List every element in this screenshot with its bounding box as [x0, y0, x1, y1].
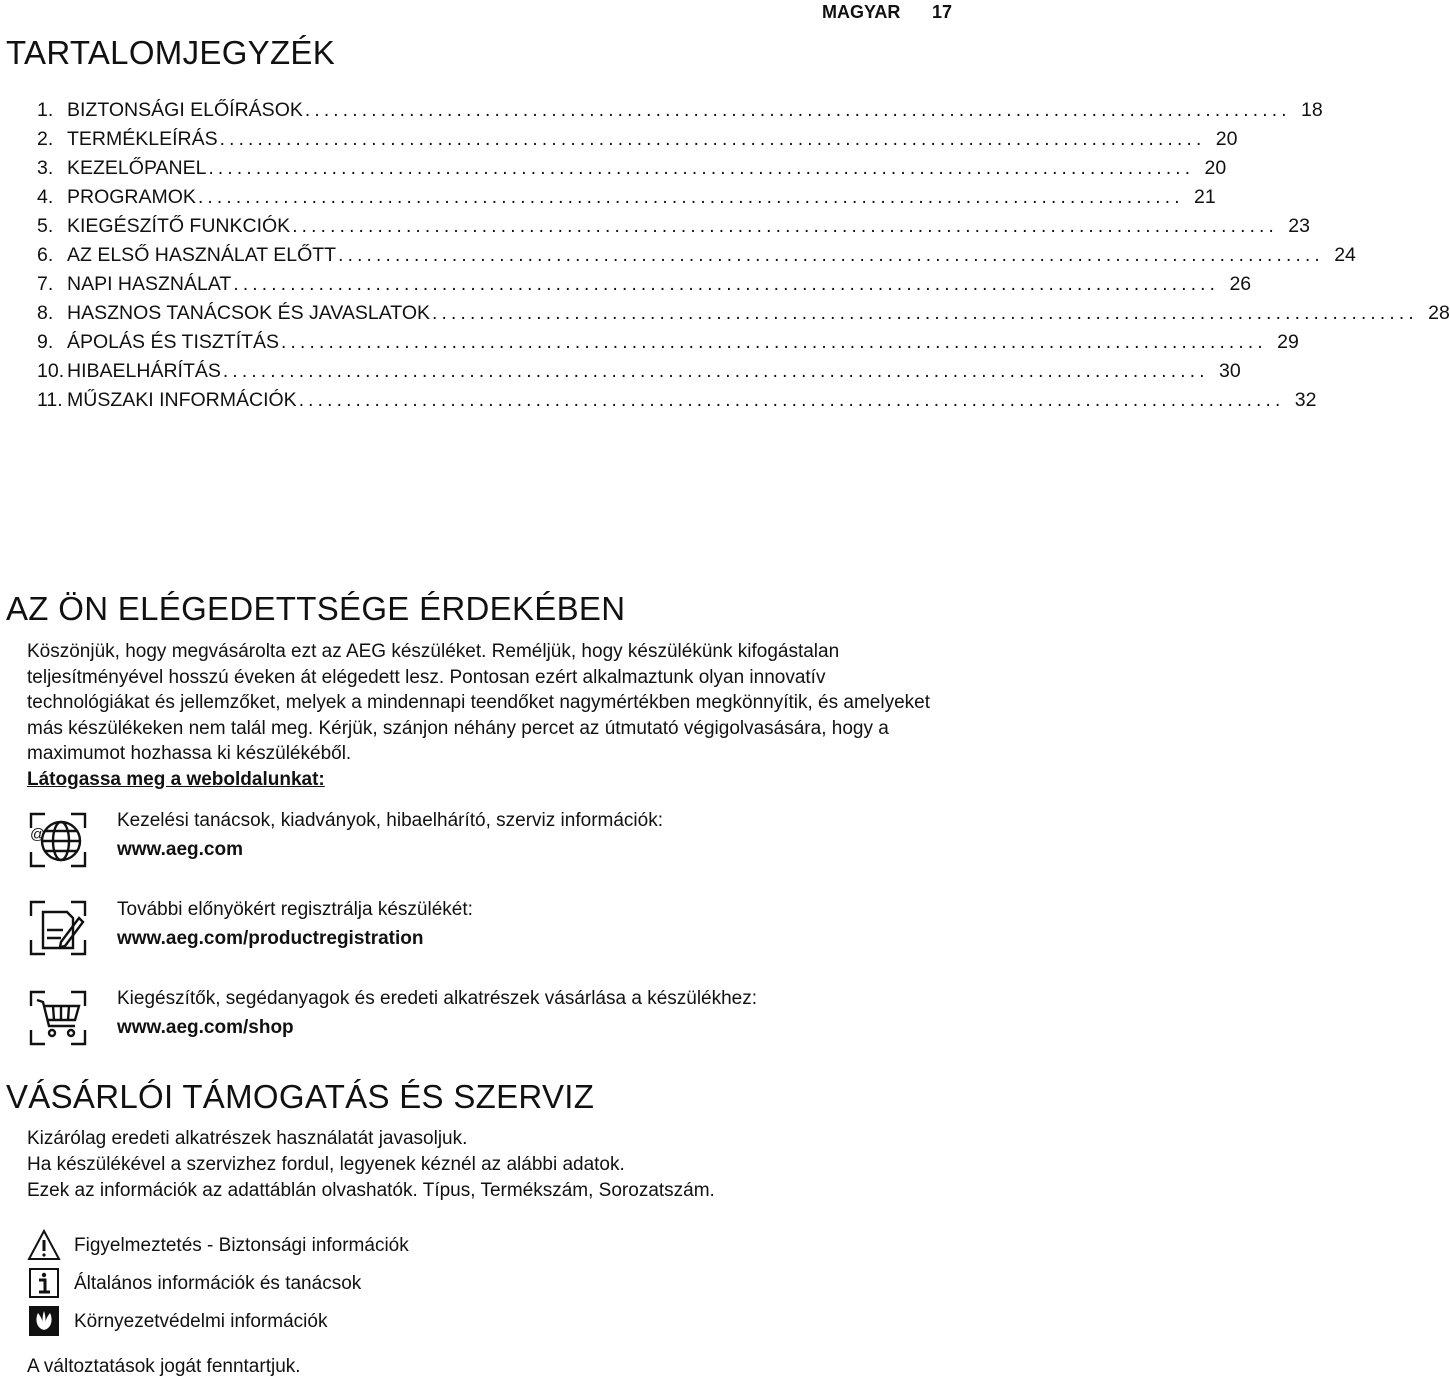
toc-page: 20	[1215, 128, 1238, 150]
toc-title: TARTALOMJEGYZÉK	[6, 34, 336, 71]
toc-entry-10[interactable]	[37, 357, 1241, 386]
toc-leader: ........................................................................................................	[233, 274, 1220, 295]
link-support-url[interactable]: www.aeg.com	[117, 839, 243, 860]
link-registration-text: További előnyökért regisztrálja készülékét:	[117, 899, 473, 920]
toc-number: 10.	[37, 360, 65, 382]
toc-entry-3[interactable]	[37, 154, 1227, 183]
satisfaction-body: Köszönjük, hogy megvásárolta ezt az AEG készüléket. Reméljük, hogy készülékünk kifogástalan teljesítményével hosszú éveken át elégedett lesz. Pontosan ezért alkalmaztunk olyan innovatív technológiákat és jellemzőket, melyek a mindennapi teendőket nagymértékben megkönnyítik, és amelyeket más készülékeken nem talál meg. Kérjük, szánjon néhány percet az útmutató végigolvasására, hogy a maximumot hozhassa ki készülékéből.	[27, 641, 931, 764]
toc-number: 8.	[37, 302, 54, 324]
link-shop	[117, 984, 937, 1042]
toc-page: 21	[1194, 186, 1216, 208]
toc-entry-9[interactable]	[37, 328, 1299, 357]
globe-at-icon	[27, 810, 89, 870]
legend-info-text: Általános információk és tanácsok	[74, 1273, 362, 1294]
service-line: Ezek az információk az adattáblán olvashatók. Típus, Termékszám, Sorozatszám.	[27, 1180, 715, 1201]
toc-number: 4.	[37, 186, 54, 208]
toc-number: 11.	[37, 389, 63, 411]
satisfaction-title: AZ ÖN ELÉGEDETTSÉGE ÉRDEKÉBEN	[6, 590, 626, 627]
legend-warning-text: Figyelmeztetés - Biztonsági információk	[74, 1235, 409, 1256]
service-line: Kizárólag eredeti alkatrészek használatát javasoljuk.	[27, 1128, 468, 1149]
toc-label: NAPI HASZNÁLAT	[67, 273, 232, 295]
toc-number: 1.	[37, 99, 54, 121]
toc-page: 28	[1428, 302, 1450, 324]
toc-label: KEZELŐPANEL	[67, 157, 207, 179]
toc-leader: ........................................................................................................	[338, 245, 1324, 266]
info-icon	[27, 1266, 61, 1300]
toc-leader: ........................................................................................................	[219, 129, 1206, 150]
toc-label: HIBAELHÁRÍTÁS	[67, 360, 221, 382]
link-shop-url[interactable]: www.aeg.com/shop	[117, 1017, 294, 1038]
link-support	[117, 806, 937, 864]
toc-label: HASZNOS TANÁCSOK ÉS JAVASLATOK	[67, 302, 431, 324]
toc-page: 24	[1334, 244, 1356, 266]
toc-leader: ........................................................................................................	[292, 216, 1278, 237]
toc-number: 5.	[37, 215, 54, 237]
service-title: VÁSÁRLÓI TÁMOGATÁS ÉS SZERVIZ	[6, 1078, 595, 1115]
toc-page: 30	[1218, 360, 1241, 382]
toc-page: 26	[1229, 273, 1252, 295]
toc-leader: ........................................................................................................	[197, 187, 1184, 208]
toc-label: TERMÉKLEÍRÁS	[67, 128, 218, 150]
toc-leader: ........................................................................................................	[208, 158, 1195, 179]
toc-leader: ........................................................................................................	[281, 332, 1267, 353]
toc-leader: ........................................................................................................	[432, 303, 1418, 324]
warning-icon	[27, 1228, 61, 1262]
toc-entry-8[interactable]	[37, 299, 1450, 328]
toc-label: PROGRAMOK	[67, 186, 196, 208]
toc-number: 7.	[37, 273, 54, 295]
page-number: 17	[932, 2, 953, 22]
link-registration-url[interactable]: www.aeg.com/productregistration	[117, 928, 424, 949]
table-of-contents	[37, 96, 1450, 415]
toc-label: AZ ELSŐ HASZNÁLAT ELŐTT	[67, 244, 337, 266]
legend-environment-text: Környezetvédelmi információk	[74, 1311, 328, 1332]
header-language: MAGYAR	[822, 2, 901, 22]
shopping-cart-icon	[27, 988, 89, 1048]
note-pen-icon	[27, 898, 89, 958]
environment-icon	[27, 1304, 61, 1338]
visit-website-title: Látogassa meg a weboldalunkat:	[27, 769, 325, 790]
svg-text:@: @	[30, 826, 46, 843]
toc-entry-2[interactable]	[37, 125, 1238, 154]
toc-label: BIZTONSÁGI ELŐÍRÁSOK	[67, 99, 303, 121]
toc-entry-4[interactable]	[37, 183, 1216, 212]
toc-leader: ........................................................................................................	[304, 100, 1291, 121]
service-body	[27, 1126, 927, 1204]
link-support-text: Kezelési tanácsok, kiadványok, hibaelhárító, szerviz információk:	[117, 810, 663, 831]
footer-note: A változtatások jogát fenntartjuk.	[27, 1356, 301, 1377]
toc-label: ÁPOLÁS ÉS TISZTÍTÁS	[67, 331, 280, 353]
toc-page: 29	[1277, 331, 1299, 353]
toc-label: KIEGÉSZÍTŐ FUNKCIÓK	[67, 215, 291, 237]
link-shop-text: Kiegészítők, segédanyagok és eredeti alkatrészek vásárlása a készülékhez:	[117, 988, 758, 1009]
toc-label: MŰSZAKI INFORMÁCIÓK	[67, 389, 297, 411]
toc-page: 20	[1204, 157, 1227, 179]
toc-entry-1[interactable]	[37, 96, 1323, 125]
toc-page: 23	[1288, 215, 1310, 237]
toc-entry-7[interactable]	[37, 270, 1252, 299]
toc-entry-6[interactable]	[37, 241, 1356, 270]
toc-number: 3.	[37, 157, 54, 179]
toc-number: 2.	[37, 128, 54, 150]
toc-page: 18	[1300, 99, 1323, 121]
toc-entry-5[interactable]	[37, 212, 1310, 241]
toc-number: 6.	[37, 244, 54, 266]
toc-leader: ........................................................................................................	[222, 361, 1209, 382]
toc-number: 9.	[37, 331, 54, 353]
toc-page: 32	[1294, 389, 1317, 411]
link-registration	[117, 895, 937, 953]
toc-entry-11[interactable]	[37, 386, 1317, 415]
toc-leader: ........................................................................................................	[298, 390, 1285, 411]
service-line: Ha készülékével a szervizhez fordul, legyenek kéznél az alábbi adatok.	[27, 1154, 625, 1175]
